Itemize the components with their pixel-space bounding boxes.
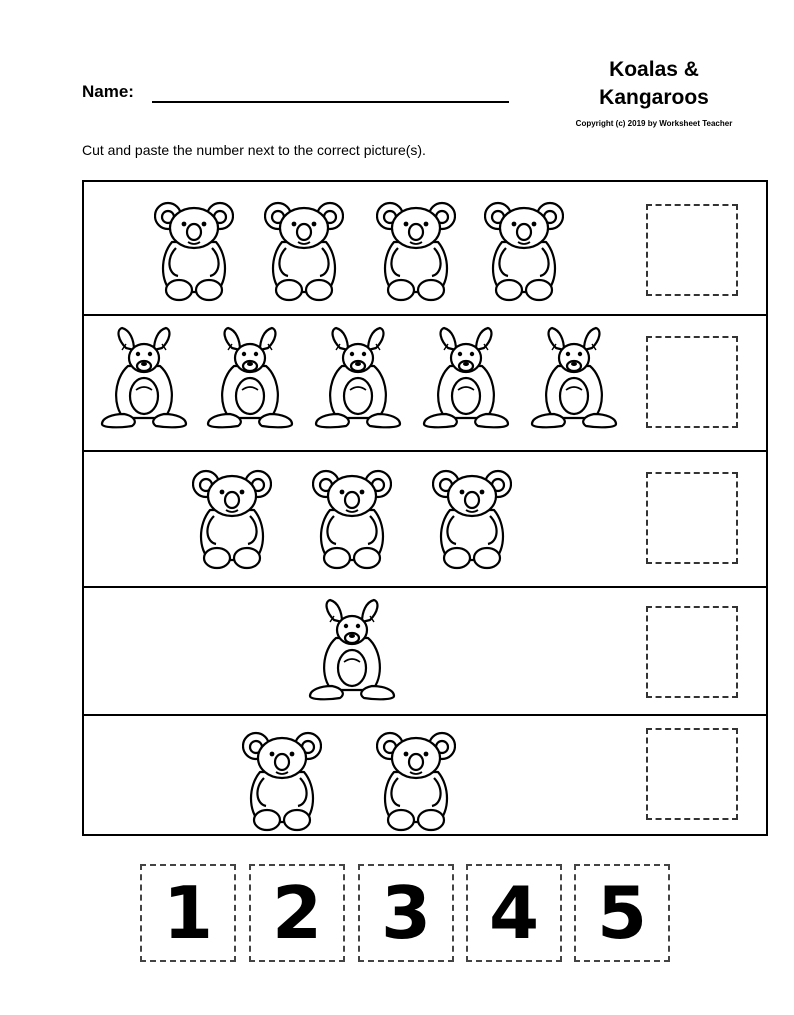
kangaroo-icon (102, 328, 186, 427)
instructions: Cut and paste the number next to the correct picture(s). (82, 142, 426, 158)
koala-icon (265, 203, 343, 300)
number-label: 4 (488, 871, 540, 955)
picture-row-4 (84, 588, 766, 716)
title-line-1: Koalas & (609, 58, 699, 81)
title-line-2: Kangaroos (599, 86, 709, 109)
koala-icon (313, 471, 391, 568)
number-label: 5 (596, 871, 648, 955)
answer-box[interactable] (646, 728, 738, 820)
picture-grid (82, 180, 768, 836)
picture-row-3 (84, 452, 766, 588)
number-card-3[interactable] (358, 864, 454, 962)
koala-icon (377, 203, 455, 300)
number-card-2[interactable] (249, 864, 345, 962)
number-label: 2 (271, 871, 323, 955)
name-label: Name: (82, 82, 134, 101)
worksheet-title (566, 56, 742, 112)
picture-row-5 (84, 716, 766, 834)
picture-row-1 (84, 182, 766, 316)
koala-icon (243, 733, 321, 830)
answer-box[interactable] (646, 472, 738, 564)
picture-row-2 (84, 316, 766, 452)
kangaroo-icon (208, 328, 292, 427)
number-label: 1 (162, 871, 214, 955)
koala-icon (155, 203, 233, 300)
kangaroo-icon (316, 328, 400, 427)
answer-box[interactable] (646, 606, 738, 698)
number-card-4[interactable] (466, 864, 562, 962)
number-card-1[interactable] (140, 864, 236, 962)
koala-icon (193, 471, 271, 568)
koala-icon (377, 733, 455, 830)
koala-icon (485, 203, 563, 300)
answer-box[interactable] (646, 336, 738, 428)
kangaroo-icon (532, 328, 616, 427)
koala-icon (433, 471, 511, 568)
number-label: 3 (380, 871, 432, 955)
copyright-notice: Copyright (c) 2019 by Worksheet Teacher (575, 119, 733, 128)
kangaroo-icon (310, 600, 394, 699)
answer-box[interactable] (646, 204, 738, 296)
number-card-5[interactable] (574, 864, 670, 962)
number-cutouts (0, 864, 794, 966)
name-line[interactable] (152, 101, 509, 103)
kangaroo-icon (424, 328, 508, 427)
